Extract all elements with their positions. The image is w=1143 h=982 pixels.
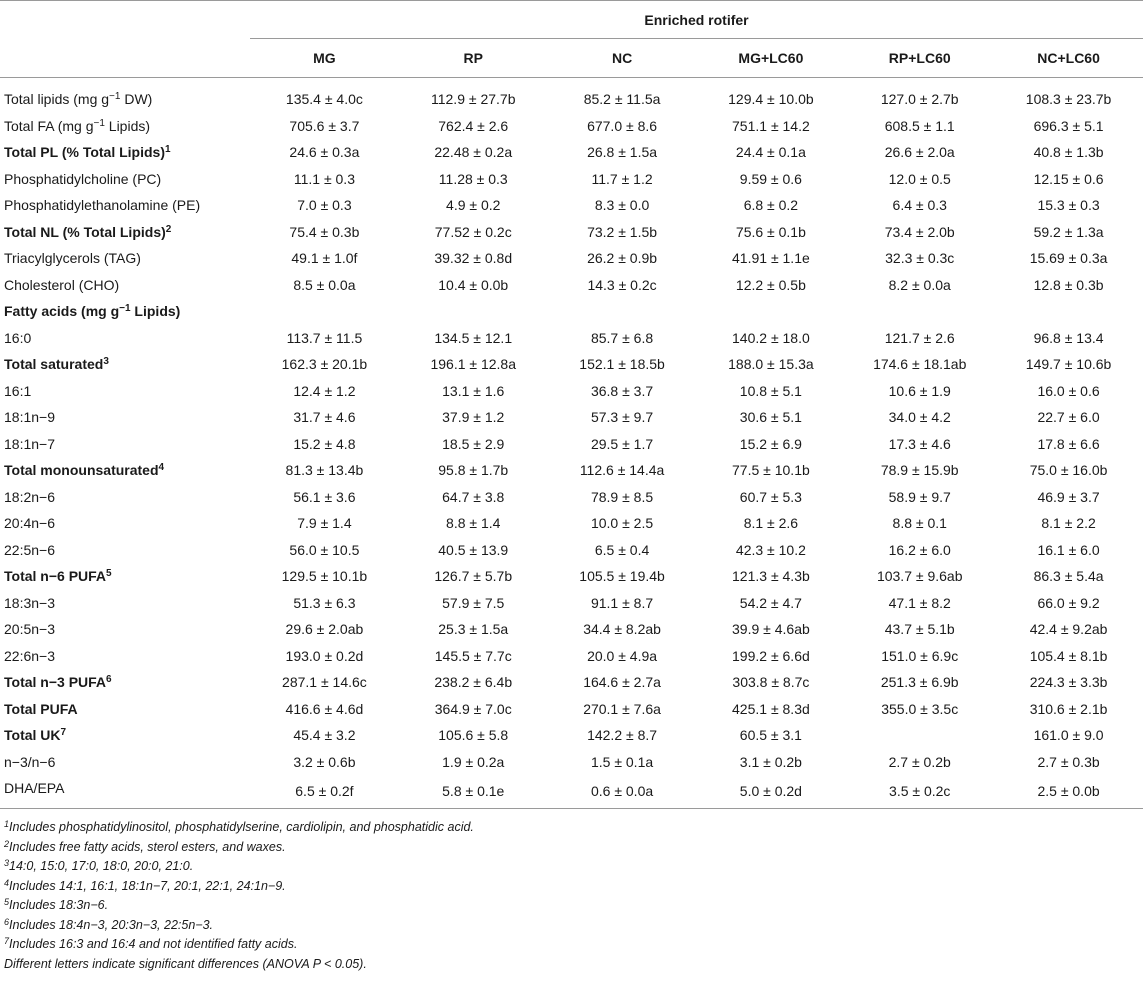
value-cell: 105.6 ± 5.8 <box>438 727 509 744</box>
row-label <box>0 404 250 431</box>
value-cell: 81.3 ± 13.4b <box>285 462 364 479</box>
value-cell: 29.5 ± 1.7 <box>590 435 654 452</box>
row-label <box>0 484 250 511</box>
value-cell: 56.1 ± 3.6 <box>293 488 356 505</box>
value-cell: 32.3 ± 0.3c <box>885 250 955 267</box>
value-cell: 10.4 ± 0.0b <box>438 276 509 293</box>
value-cell: 26.6 ± 2.0a <box>884 144 955 161</box>
value-cell: 7.9 ± 1.4 <box>297 515 352 532</box>
value-cell: 64.7 ± 3.8 <box>442 488 505 505</box>
value-cell: 12.2 ± 0.5b <box>735 276 806 293</box>
value-cell: 45.4 ± 3.2 <box>293 727 356 744</box>
value-cell: 57.3 ± 9.7 <box>590 409 654 426</box>
value-cell: 8.1 ± 2.6 <box>743 515 799 532</box>
footnote <box>4 838 474 858</box>
value-cell: 112.6 ± 14.4a <box>579 462 665 479</box>
table-row <box>0 457 1143 484</box>
column-header: RP <box>399 39 548 78</box>
value-cell: 11.1 ± 0.3 <box>293 170 355 187</box>
value-cell: 127.0 ± 2.7b <box>880 91 959 108</box>
table-row <box>0 325 1143 352</box>
column-header: MG <box>250 39 399 78</box>
footnote-marker: 5 <box>106 568 112 580</box>
column-header: RP+LC60 <box>845 39 994 78</box>
value-cell: 303.8 ± 8.7c <box>732 674 810 691</box>
value-cell: 85.2 ± 11.5a <box>583 91 661 108</box>
value-cell: 8.1 ± 2.2 <box>1041 515 1096 532</box>
value-cell: 6.5 ± 0.4 <box>594 541 650 558</box>
value-cell: 77.52 ± 0.2c <box>434 223 512 240</box>
value-cell: 34.4 ± 8.2ab <box>583 621 661 638</box>
value-cell: 85.7 ± 6.8 <box>590 329 654 346</box>
value-cell: 18.5 ± 2.9 <box>442 435 505 452</box>
row-label <box>0 272 250 299</box>
value-cell: 10.6 ± 1.9 <box>888 382 951 399</box>
value-cell: 8.5 ± 0.0a <box>293 276 356 293</box>
value-cell: 6.4 ± 0.3 <box>892 197 947 214</box>
row-label <box>0 775 250 808</box>
footnote-marker: 7 <box>60 727 67 739</box>
row-label <box>0 139 250 166</box>
value-cell: 762.4 ± 2.6 <box>438 117 509 134</box>
row-label-text: 20:5n−3 <box>4 621 55 638</box>
table-row <box>0 378 1143 405</box>
value-cell: 108.3 ± 23.7b <box>1025 91 1112 108</box>
table-row <box>0 616 1143 643</box>
table-row <box>0 563 1143 590</box>
row-label-text: n−3/n−6 <box>4 753 56 770</box>
row-label-text: Total NL (% Total Lipids) <box>4 223 166 240</box>
row-label <box>0 113 250 140</box>
footnote-text: Includes 18:4n−3, 20:3n−3, 22:5n−3. <box>9 917 214 932</box>
value-cell: 8.2 ± 0.0a <box>888 276 951 293</box>
row-label-text: 16:0 <box>4 329 32 346</box>
value-cell: 364.9 ± 7.0c <box>434 700 512 717</box>
row-label <box>0 431 250 458</box>
value-cell: 16.1 ± 6.0 <box>1037 541 1100 558</box>
value-cell: 142.2 ± 8.7 <box>587 727 658 744</box>
value-cell: 20.0 ± 4.9a <box>587 647 658 664</box>
row-label <box>0 378 250 405</box>
table-row <box>0 484 1143 511</box>
value-cell: 75.0 ± 16.0b <box>1029 462 1108 479</box>
row-label <box>0 563 250 590</box>
value-cell: 1.5 ± 0.1a <box>590 753 654 770</box>
value-cell: 134.5 ± 12.1 <box>434 329 513 346</box>
value-cell: 60.5 ± 3.1 <box>739 727 802 744</box>
value-cell: 238.2 ± 6.4b <box>434 674 513 691</box>
footnote-marker: 3 <box>103 356 109 368</box>
value-cell: 151.0 ± 6.9c <box>881 647 959 664</box>
value-cell: 12.0 ± 0.5 <box>888 170 951 187</box>
value-cell: 105.4 ± 8.1b <box>1029 647 1108 664</box>
value-cell: 73.2 ± 1.5b <box>587 223 658 240</box>
value-cell: 26.2 ± 0.9b <box>587 250 658 267</box>
value-cell: 40.5 ± 13.9 <box>438 541 509 558</box>
footnote-marker: 4 <box>158 462 165 474</box>
row-label-text: Total FA (mg g <box>4 117 94 134</box>
row-label-text: Total PUFA <box>4 700 78 717</box>
value-cell: 193.0 ± 0.2d <box>285 647 364 664</box>
value-cell: 78.9 ± 15.9b <box>880 462 959 479</box>
value-cell: 96.8 ± 13.4 <box>1033 329 1104 346</box>
value-cell: 24.4 ± 0.1a <box>735 144 806 161</box>
table-row <box>0 696 1143 723</box>
value-cell: 751.1 ± 14.2 <box>732 117 810 134</box>
row-label-text: DHA/EPA <box>4 780 65 797</box>
value-cell: 113.7 ± 11.5 <box>286 329 363 346</box>
row-label-header <box>0 39 250 78</box>
value-cell: 37.9 ± 1.2 <box>442 409 505 426</box>
value-cell: 26.8 ± 1.5a <box>587 144 658 161</box>
value-cell <box>994 298 1143 325</box>
value-cell: 56.0 ± 10.5 <box>289 541 360 558</box>
value-cell: 22.7 ± 6.0 <box>1037 409 1100 426</box>
value-cell: 425.1 ± 8.3d <box>732 700 810 717</box>
value-cell: 41.91 ± 1.1e <box>732 250 810 267</box>
row-label <box>0 749 250 776</box>
value-cell: 6.8 ± 0.2 <box>743 197 799 214</box>
value-cell: 135.4 ± 4.0c <box>285 91 363 108</box>
value-cell: 12.8 ± 0.3b <box>1033 276 1104 293</box>
value-cell: 174.6 ± 18.1ab <box>873 356 967 373</box>
row-label <box>0 616 250 643</box>
value-cell: 121.7 ± 2.6 <box>884 329 955 346</box>
value-cell: 5.8 ± 0.1e <box>399 775 548 808</box>
value-cell: 2.5 ± 0.0b <box>994 775 1143 808</box>
value-cell: 270.1 ± 7.6a <box>583 700 661 717</box>
value-cell <box>250 298 399 325</box>
value-cell <box>399 298 548 325</box>
row-label <box>0 351 250 378</box>
row-label <box>0 325 250 352</box>
value-cell: 49.1 ± 1.0f <box>291 250 358 267</box>
column-header: NC <box>548 39 697 78</box>
value-cell: 57.9 ± 7.5 <box>442 594 505 611</box>
footnote <box>4 857 474 877</box>
value-cell: 196.1 ± 12.8a <box>430 356 516 373</box>
value-cell: 40.8 ± 1.3b <box>1033 144 1104 161</box>
value-cell: 29.6 ± 2.0ab <box>285 621 364 638</box>
value-cell: 152.1 ± 18.5b <box>579 356 665 373</box>
value-cell: 25.3 ± 1.5a <box>438 621 509 638</box>
value-cell: 77.5 ± 10.1b <box>732 462 810 479</box>
row-label-text: Total PL (% Total Lipids) <box>4 144 165 161</box>
value-cell: 129.5 ± 10.1b <box>281 568 368 585</box>
value-cell: 7.0 ± 0.3 <box>297 197 352 214</box>
value-cell: 9.59 ± 0.6 <box>739 170 802 187</box>
value-cell: 5.0 ± 0.2d <box>696 775 845 808</box>
value-cell: 66.0 ± 9.2 <box>1037 594 1100 611</box>
value-cell <box>696 298 845 325</box>
value-cell: 2.7 ± 0.2b <box>888 753 951 770</box>
table-row <box>0 78 1143 113</box>
footnote-text: Different letters indicate significant differences (ANOVA P < 0.05). <box>4 956 367 971</box>
row-label-text: Total UK <box>4 727 61 744</box>
row-label-suffix: Lipids) <box>130 303 181 320</box>
value-cell: 73.4 ± 2.0b <box>884 223 955 240</box>
footnote <box>4 916 474 936</box>
value-cell: 60.7 ± 5.3 <box>739 488 802 505</box>
value-cell: 145.5 ± 7.7c <box>434 647 512 664</box>
footnote <box>4 955 474 975</box>
row-label <box>0 457 250 484</box>
value-cell: 59.2 ± 1.3a <box>1033 223 1104 240</box>
row-label-text: Fatty acids (mg g <box>4 303 120 320</box>
footnote-number: 6 <box>4 916 10 927</box>
table-row <box>0 245 1143 272</box>
value-cell: 22.48 ± 0.2a <box>434 144 513 161</box>
column-header: MG+LC60 <box>696 39 845 78</box>
row-label-text: 22:6n−3 <box>4 647 55 664</box>
row-label-text: 16:1 <box>4 382 32 399</box>
corner-cell <box>0 1 250 39</box>
table-row <box>0 351 1143 378</box>
value-cell: 8.3 ± 0.0 <box>594 197 650 214</box>
value-cell: 677.0 ± 8.6 <box>587 117 658 134</box>
footnote-number: 1 <box>4 819 10 829</box>
footnote-number: 4 <box>4 877 10 888</box>
value-cell: 251.3 ± 6.9b <box>880 674 959 691</box>
row-label-text: Triacylglycerols (TAG) <box>4 250 141 267</box>
row-label <box>0 510 250 537</box>
footnote-text: 14:0, 15:0, 17:0, 18:0, 20:0, 21:0. <box>9 859 194 873</box>
row-label <box>0 298 250 325</box>
row-label-text: Phosphatidylcholine (PC) <box>4 170 162 187</box>
value-cell: 696.3 ± 5.1 <box>1033 117 1104 134</box>
row-label-text: Cholesterol (CHO) <box>4 276 120 293</box>
value-cell: 42.3 ± 10.2 <box>735 541 806 558</box>
row-label-text: 18:3n−3 <box>4 594 55 611</box>
table-row <box>0 431 1143 458</box>
table-row <box>0 139 1143 166</box>
footnote-marker: −1 <box>119 303 131 315</box>
value-cell: 51.3 ± 6.3 <box>293 594 356 611</box>
value-cell: 149.7 ± 10.6b <box>1025 356 1112 373</box>
footnote-text: Includes 16:3 and 16:4 and not identified fatty acids. <box>9 937 298 951</box>
row-label <box>0 669 250 696</box>
row-label-text: 18:1n−7 <box>4 435 55 452</box>
value-cell: 17.3 ± 4.6 <box>888 435 951 452</box>
value-cell: 75.6 ± 0.1b <box>735 223 806 240</box>
table-row <box>0 643 1143 670</box>
value-cell: 31.7 ± 4.6 <box>293 409 356 426</box>
row-label <box>0 78 250 113</box>
value-cell: 39.32 ± 0.8d <box>434 250 513 267</box>
row-label <box>0 245 250 272</box>
footnote-number: 5 <box>4 897 10 907</box>
row-label-text: 18:2n−6 <box>4 488 55 505</box>
footnote-number: 3 <box>4 858 10 868</box>
table-row <box>0 537 1143 564</box>
footnote <box>4 818 474 838</box>
row-label-text: Total saturated <box>4 356 104 373</box>
row-label-suffix: DW) <box>120 91 153 108</box>
value-cell: 10.0 ± 2.5 <box>590 515 654 532</box>
value-cell: 164.6 ± 2.7a <box>583 674 661 691</box>
row-label <box>0 722 250 749</box>
value-cell: 103.7 ± 9.6ab <box>876 568 963 585</box>
row-label <box>0 643 250 670</box>
value-cell: 54.2 ± 4.7 <box>739 594 802 611</box>
table-row <box>0 404 1143 431</box>
value-cell: 43.7 ± 5.1b <box>884 621 955 638</box>
row-label <box>0 590 250 617</box>
value-cell: 13.1 ± 1.6 <box>442 382 505 399</box>
footnote-marker: −1 <box>109 91 121 103</box>
row-label-suffix: Lipids) <box>104 117 151 134</box>
value-cell: 6.5 ± 0.2f <box>250 775 399 808</box>
table-body <box>0 78 1143 809</box>
row-label-text: Phosphatidylethanolamine (PE) <box>4 197 201 214</box>
footnote-marker: 6 <box>106 674 112 686</box>
row-label-text: 18:1n−9 <box>4 409 55 426</box>
table-row <box>0 272 1143 299</box>
table-row <box>0 749 1143 776</box>
row-label-text: 20:4n−6 <box>4 515 55 532</box>
value-cell: 4.9 ± 0.2 <box>446 197 501 214</box>
value-cell: 0.6 ± 0.0a <box>548 775 697 808</box>
value-cell: 34.0 ± 4.2 <box>888 409 951 426</box>
value-cell: 15.69 ± 0.3a <box>1029 250 1108 267</box>
table-row <box>0 669 1143 696</box>
row-label-text: Total n−3 PUFA <box>4 674 107 691</box>
value-cell <box>548 298 697 325</box>
value-cell: 24.6 ± 0.3a <box>289 144 360 161</box>
value-cell: 224.3 ± 3.3b <box>1029 674 1108 691</box>
value-cell: 199.2 ± 6.6d <box>732 647 810 664</box>
row-label <box>0 219 250 246</box>
value-cell: 140.2 ± 18.0 <box>732 329 810 346</box>
table-row <box>0 166 1143 193</box>
value-cell: 91.1 ± 8.7 <box>590 594 654 611</box>
value-cell: 42.4 ± 9.2ab <box>1029 621 1108 638</box>
value-cell: 121.3 ± 4.3b <box>732 568 810 585</box>
footnote-number: 2 <box>4 838 10 849</box>
value-cell: 39.9 ± 4.6ab <box>732 621 810 638</box>
row-label <box>0 696 250 723</box>
column-header: NC+LC60 <box>994 39 1143 78</box>
footnote-marker: 2 <box>165 223 172 235</box>
footnote <box>4 877 474 897</box>
footnote <box>4 935 474 955</box>
value-cell: 58.9 ± 9.7 <box>888 488 951 505</box>
value-cell: 705.6 ± 3.7 <box>289 117 360 134</box>
footnote-number: 7 <box>4 936 10 946</box>
row-label-text: Total lipids (mg g <box>4 91 110 108</box>
value-cell: 287.1 ± 14.6c <box>282 674 367 691</box>
value-cell: 1.9 ± 0.2a <box>442 753 505 770</box>
group-header: Enriched rotifer <box>250 1 1143 39</box>
value-cell: 36.8 ± 3.7 <box>590 382 654 399</box>
value-cell: 15.2 ± 4.8 <box>293 435 356 452</box>
value-cell: 162.3 ± 20.1b <box>281 356 368 373</box>
value-cell <box>845 298 994 325</box>
footnotes <box>4 818 474 974</box>
table-row <box>0 590 1143 617</box>
value-cell: 3.1 ± 0.2b <box>739 753 802 770</box>
value-cell: 78.9 ± 8.5 <box>590 488 654 505</box>
value-cell: 11.28 ± 0.3 <box>438 170 508 187</box>
table-row <box>0 192 1143 219</box>
value-cell: 86.3 ± 5.4a <box>1033 568 1104 585</box>
value-cell: 16.2 ± 6.0 <box>888 541 951 558</box>
value-cell: 2.7 ± 0.3b <box>1037 753 1100 770</box>
row-label <box>0 537 250 564</box>
value-cell: 3.5 ± 0.2c <box>845 775 994 808</box>
value-cell: 12.4 ± 1.2 <box>293 382 356 399</box>
value-cell: 10.8 ± 5.1 <box>739 382 802 399</box>
row-label <box>0 166 250 193</box>
value-cell <box>845 722 994 749</box>
value-cell: 161.0 ± 9.0 <box>1033 727 1104 744</box>
value-cell: 310.6 ± 2.1b <box>1029 700 1108 717</box>
value-cell: 47.1 ± 8.2 <box>888 594 951 611</box>
value-cell: 416.6 ± 4.6d <box>285 700 364 717</box>
table-row <box>0 510 1143 537</box>
footnote-marker: 1 <box>165 144 171 156</box>
table-row <box>0 298 1143 325</box>
value-cell: 17.8 ± 6.6 <box>1037 435 1100 452</box>
value-cell: 16.0 ± 0.6 <box>1037 382 1100 399</box>
row-label-text: 22:5n−6 <box>4 541 55 558</box>
value-cell: 129.4 ± 10.0b <box>728 91 814 108</box>
footnote-text: Includes 14:1, 16:1, 18:1n−7, 20:1, 22:1, 24:1n−9. <box>9 878 286 893</box>
value-cell: 355.0 ± 3.5c <box>881 700 959 717</box>
footnote <box>4 896 474 916</box>
footnote-text: Includes free fatty acids, sterol esters, and waxes. <box>9 839 286 854</box>
value-cell: 8.8 ± 0.1 <box>892 515 947 532</box>
value-cell: 126.7 ± 5.7b <box>434 568 513 585</box>
value-cell: 3.2 ± 0.6b <box>293 753 356 770</box>
value-cell: 608.5 ± 1.1 <box>884 117 955 134</box>
row-label-text: Total n−6 PUFA <box>4 568 107 585</box>
table-row <box>0 722 1143 749</box>
value-cell: 46.9 ± 3.7 <box>1037 488 1100 505</box>
table-row <box>0 219 1143 246</box>
value-cell: 75.4 ± 0.3b <box>289 223 360 240</box>
value-cell: 8.8 ± 1.4 <box>446 515 501 532</box>
value-cell: 15.3 ± 0.3 <box>1037 197 1100 214</box>
value-cell: 15.2 ± 6.9 <box>739 435 802 452</box>
footnote-text: Includes phosphatidylinositol, phosphatidylserine, cardiolipin, and phosphatidic acid. <box>9 820 474 834</box>
row-label <box>0 192 250 219</box>
value-cell: 112.9 ± 27.7b <box>430 91 516 108</box>
value-cell: 30.6 ± 5.1 <box>739 409 802 426</box>
value-cell: 95.8 ± 1.7b <box>438 462 509 479</box>
value-cell: 105.5 ± 19.4b <box>579 568 665 585</box>
value-cell: 14.3 ± 0.2c <box>587 276 657 293</box>
row-label-text: Total monounsaturated <box>4 462 159 479</box>
value-cell: 188.0 ± 15.3a <box>728 356 814 373</box>
value-cell: 11.7 ± 1.2 <box>591 170 653 187</box>
table-row <box>0 775 1143 808</box>
footnote-text: Includes 18:3n−6. <box>9 898 109 912</box>
value-cell: 12.15 ± 0.6 <box>1033 170 1104 187</box>
footnote-marker: −1 <box>93 117 105 129</box>
table-row <box>0 113 1143 140</box>
